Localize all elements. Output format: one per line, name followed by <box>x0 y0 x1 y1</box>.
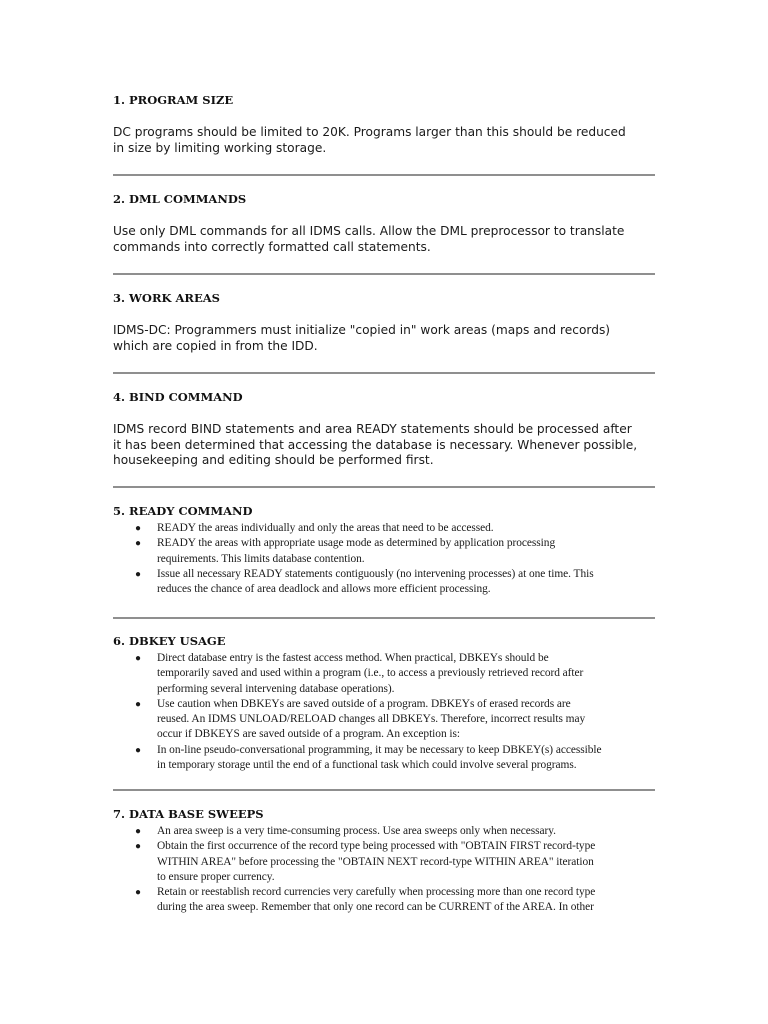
section-program-size <box>113 93 656 156</box>
list-item-line: READY the areas with appropriate usage mode as determined by application processing <box>157 537 556 550</box>
bullet-icon: ● <box>135 744 141 756</box>
list-item <box>113 536 656 567</box>
list-item-line: reused. An IDMS UNLOAD/RELOAD changes all DBKEYs. Therefore, incorrect results may <box>157 713 586 726</box>
list-item-line: Obtain the first occurrence of the record type being processed with "OBTAIN FIRST record-type <box>157 840 596 853</box>
list-item-line: Use caution when DBKEYs are saved outside of a program. DBKEYs of erased records are <box>157 697 571 710</box>
list-item <box>113 567 656 598</box>
list-item <box>113 824 656 839</box>
bullet-list <box>113 521 656 597</box>
section-work-areas <box>113 291 656 354</box>
list-item-line: performing several intervening database operations). <box>157 682 395 695</box>
bullet-icon: ● <box>135 653 141 664</box>
bullet-list <box>113 651 656 773</box>
bullet-icon: ● <box>135 538 141 550</box>
bullet-list <box>113 824 656 916</box>
section-paragraph <box>113 422 656 469</box>
divider <box>113 273 655 275</box>
paragraph-line: DC programs should be limited to 20K. Programs larger than this should be reduced <box>113 125 626 139</box>
paragraph-line: in size by limiting working storage. <box>113 140 327 155</box>
section-heading: 2. DML COMMANDS <box>113 192 247 206</box>
section-ready-command <box>113 504 656 597</box>
list-item-line: during the area sweep. Remember that only one record can be CURRENT of the AREA. In other <box>157 901 594 914</box>
list-item-line: In on-line pseudo-conversational programming, it may be necessary to keep DBKEY(s) accessible <box>157 743 602 756</box>
list-item <box>113 885 656 916</box>
list-item-line: An area sweep is a very time-consuming process. Use area sweeps only when necessary. <box>157 825 556 837</box>
list-item-line: temporarily saved and used within a program (i.e., to access a previously retrieved record after <box>157 667 584 680</box>
bullet-icon: ● <box>135 826 141 837</box>
list-item-line: WITHIN AREA" before processing the "OBTAIN NEXT record-type WITHIN AREA" iteration <box>157 855 594 868</box>
section-paragraph <box>113 224 656 255</box>
section-heading: 7. DATA BASE SWEEPS <box>113 807 264 821</box>
bullet-icon: ● <box>135 568 141 580</box>
paragraph-line: which are copied in from the IDD. <box>113 338 318 353</box>
bullet-icon: ● <box>135 887 141 899</box>
section-dbkey-usage <box>113 634 656 773</box>
list-item-line: requirements. This limits database contention. <box>157 552 365 565</box>
list-item-line: Direct database entry is the fastest access method. When practical, DBKEYs should be <box>157 652 549 664</box>
divider <box>113 789 655 791</box>
list-item-line: reduces the chance of area deadlock and allows more efficient processing. <box>157 583 491 596</box>
section-data-base-sweeps <box>113 807 656 916</box>
divider <box>113 174 655 176</box>
paragraph-line: IDMS-DC: Programmers must initialize "copied in" work areas (maps and records) <box>113 323 611 337</box>
paragraph-line: IDMS record BIND statements and area READY statements should be processed after <box>113 422 632 436</box>
paragraph-line: housekeeping and editing should be performed first. <box>113 453 434 467</box>
section-heading: 6. DBKEY USAGE <box>113 634 226 648</box>
paragraph-line: it has been determined that accessing the database is necessary. Whenever possible, <box>113 437 638 452</box>
divider <box>113 372 655 374</box>
section-heading: 4. BIND COMMAND <box>113 390 243 404</box>
section-heading: 3. WORK AREAS <box>113 291 220 305</box>
list-item-line: Issue all necessary READY statements contiguously (no intervening processes) at one time. This <box>157 567 594 580</box>
list-item-line: occur if DBKEYS are saved outside of a program. An exception is: <box>157 728 461 741</box>
bullet-icon: ● <box>135 698 141 710</box>
divider <box>113 486 655 488</box>
list-item-line: to ensure proper currency. <box>157 870 275 883</box>
bullet-icon: ● <box>135 523 141 534</box>
list-item-line: in temporary storage until the end of a functional task which could involve several programs. <box>157 759 577 772</box>
section-paragraph <box>113 323 656 354</box>
paragraph-line: Use only DML commands for all IDMS calls. Allow the DML preprocessor to translate <box>113 224 625 238</box>
list-item <box>113 697 656 743</box>
bullet-icon: ● <box>135 841 141 853</box>
section-heading: 1. PROGRAM SIZE <box>113 93 234 107</box>
list-item <box>113 743 656 774</box>
section-paragraph <box>113 125 656 156</box>
list-item-line: Retain or reestablish record currencies very carefully when processing more than one record type <box>157 886 596 899</box>
list-item <box>113 839 656 885</box>
section-bind-command <box>113 390 656 469</box>
paragraph-line: commands into correctly formatted call statements. <box>113 239 431 254</box>
section-dml-commands <box>113 192 656 255</box>
list-item-line: READY the areas individually and only the areas that need to be accessed. <box>157 522 494 534</box>
list-item <box>113 651 656 697</box>
divider <box>113 617 655 619</box>
list-item <box>113 521 656 536</box>
section-heading: 5. READY COMMAND <box>113 504 253 518</box>
